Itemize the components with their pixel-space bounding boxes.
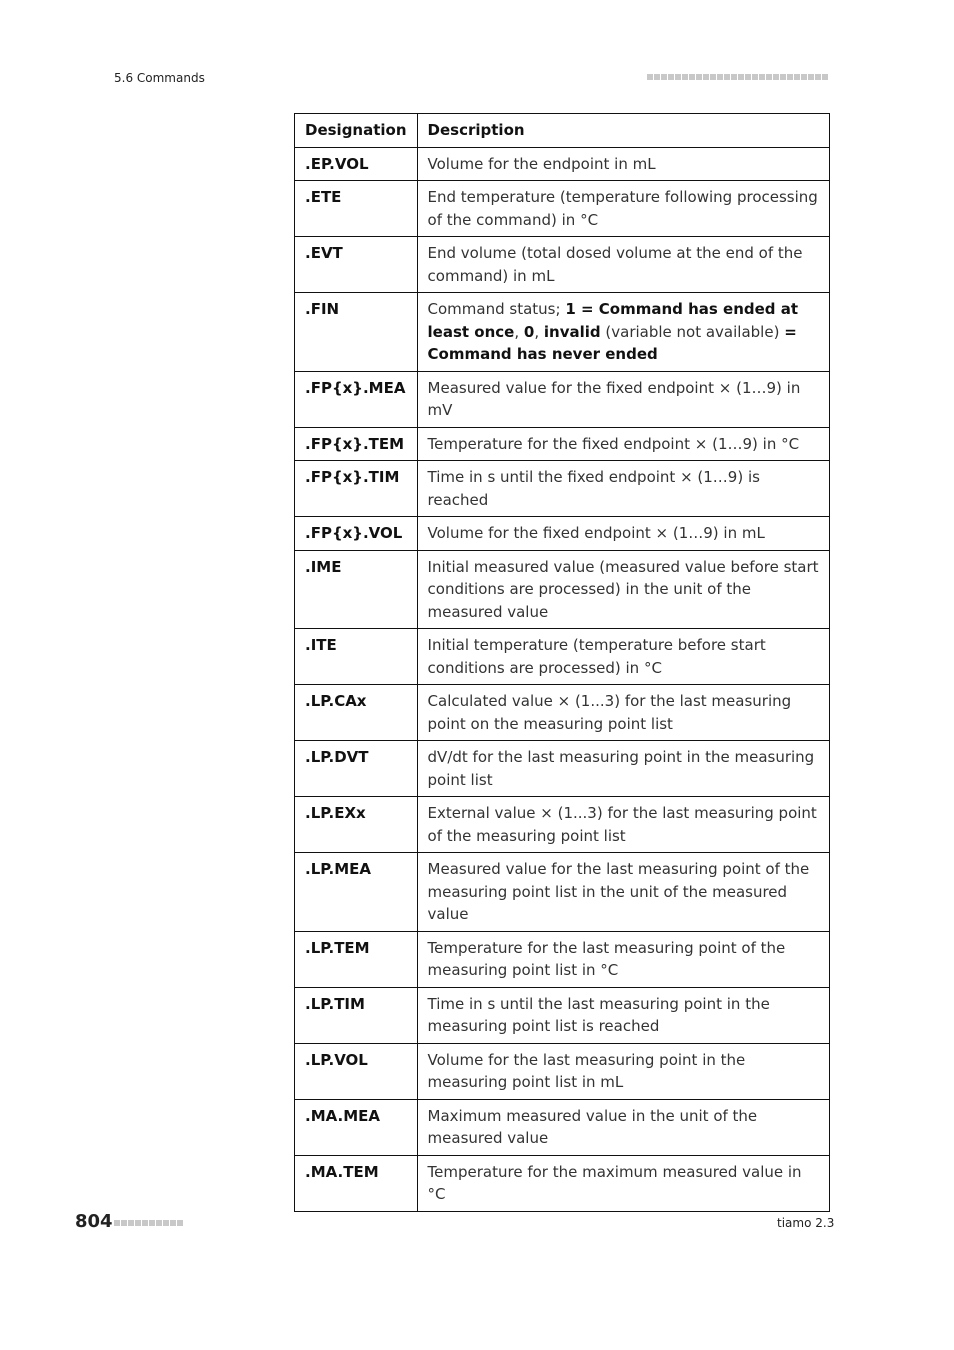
description-cell bbox=[417, 1043, 829, 1099]
header-dot-rule bbox=[647, 73, 828, 82]
table-row bbox=[295, 517, 830, 551]
description-text: Initial temperature (temperature before start conditions are processed) in °C bbox=[427, 636, 766, 677]
running-header-section: 5.6 Commands bbox=[114, 71, 205, 85]
description-text: Temperature for the maximum measured value in °C bbox=[427, 1162, 802, 1203]
rule-dot bbox=[114, 1220, 120, 1226]
description-cell bbox=[417, 797, 829, 853]
description-bold-text: = Command has never ended bbox=[427, 322, 797, 363]
rule-dot bbox=[717, 74, 723, 80]
description-text: Command status; bbox=[427, 300, 566, 318]
designation-cell: .EVT bbox=[295, 237, 418, 293]
description-bold-text: invalid bbox=[543, 322, 601, 341]
designation-cell: .EP.VOL bbox=[295, 147, 418, 181]
description-text: End temperature (temperature following processing of the command) in °C bbox=[427, 188, 818, 229]
rule-dot bbox=[815, 74, 821, 80]
table-row bbox=[295, 147, 830, 181]
rule-dot bbox=[703, 74, 709, 80]
rule-dot bbox=[731, 74, 737, 80]
designation-cell: .LP.CAx bbox=[295, 685, 418, 741]
description-cell bbox=[417, 461, 829, 517]
rule-dot bbox=[745, 74, 751, 80]
description-text: Measured value for the fixed endpoint × (1…9) in mV bbox=[427, 378, 801, 419]
designation-cell: .MA.TEM bbox=[295, 1155, 418, 1211]
rule-dot bbox=[689, 74, 695, 80]
table-row bbox=[295, 1099, 830, 1155]
description-text: Calculated value × (1...3) for the last measuring point on the measuring point list bbox=[427, 692, 792, 733]
column-header-designation: Designation bbox=[295, 114, 418, 148]
designation-cell: .LP.MEA bbox=[295, 853, 418, 932]
rule-dot bbox=[149, 1220, 155, 1226]
rule-dot bbox=[156, 1220, 162, 1226]
designation-cell: .IME bbox=[295, 550, 418, 629]
table-row bbox=[295, 181, 830, 237]
description-cell bbox=[417, 550, 829, 629]
table-row bbox=[295, 1043, 830, 1099]
rule-dot bbox=[121, 1220, 127, 1226]
table-row bbox=[295, 853, 830, 932]
designation-cell: .FP{x}.TEM bbox=[295, 427, 418, 461]
rule-dot bbox=[710, 74, 716, 80]
designation-cell: .MA.MEA bbox=[295, 1099, 418, 1155]
table-row bbox=[295, 1155, 830, 1211]
description-text: Initial measured value (measured value before start conditions are processed) in the unit of the measured value bbox=[427, 557, 819, 621]
description-cell bbox=[417, 741, 829, 797]
description-text: , bbox=[534, 322, 544, 341]
description-text: Time in s until the last measuring point in the measuring point list is reached bbox=[427, 994, 770, 1035]
description-text: Volume for the last measuring point in the measuring point list in mL bbox=[427, 1050, 746, 1091]
footer-dot-rule bbox=[114, 1219, 183, 1226]
rule-dot bbox=[170, 1220, 176, 1226]
table-row bbox=[295, 931, 830, 987]
description-text: (variable not available) bbox=[600, 322, 785, 341]
description-cell bbox=[417, 1155, 829, 1211]
table-row bbox=[295, 550, 830, 629]
table-row bbox=[295, 461, 830, 517]
description-cell bbox=[417, 853, 829, 932]
description-text: Volume for the endpoint in mL bbox=[427, 154, 656, 173]
table-row bbox=[295, 293, 830, 372]
table-row bbox=[295, 741, 830, 797]
description-cell bbox=[417, 371, 829, 427]
description-bold-text: 1 = Command has ended at least once bbox=[427, 300, 799, 341]
description-bold-text: 0 bbox=[523, 322, 535, 341]
table-row bbox=[295, 797, 830, 853]
description-text: Time in s until the fixed endpoint × (1…9) is reached bbox=[427, 468, 760, 509]
description-cell bbox=[417, 181, 829, 237]
footer-product-name: tiamo 2.3 bbox=[777, 1216, 835, 1230]
designation-cell: .FP{x}.MEA bbox=[295, 371, 418, 427]
designation-cell: .LP.TIM bbox=[295, 987, 418, 1043]
description-cell bbox=[417, 293, 829, 372]
rule-dot bbox=[752, 74, 758, 80]
table-row bbox=[295, 629, 830, 685]
rule-dot bbox=[780, 74, 786, 80]
commands-variable-table bbox=[294, 113, 830, 1212]
table-row bbox=[295, 237, 830, 293]
designation-cell: .FP{x}.TIM bbox=[295, 461, 418, 517]
table-row bbox=[295, 685, 830, 741]
column-header-description: Description bbox=[417, 114, 829, 148]
description-text: External value × (1...3) for the last measuring point of the measuring point list bbox=[427, 804, 817, 845]
rule-dot bbox=[822, 74, 828, 80]
description-text: , bbox=[514, 322, 524, 341]
rule-dot bbox=[135, 1220, 141, 1226]
table-row bbox=[295, 427, 830, 461]
rule-dot bbox=[787, 74, 793, 80]
rule-dot bbox=[177, 1220, 183, 1226]
description-text: Measured value for the last measuring point of the measuring point list in the unit of the measured value bbox=[427, 860, 810, 923]
description-text: Volume for the fixed endpoint × (1…9) in mL bbox=[427, 524, 765, 542]
designation-cell: .ITE bbox=[295, 629, 418, 685]
designation-cell: .LP.TEM bbox=[295, 931, 418, 987]
designation-cell: .FIN bbox=[295, 293, 418, 372]
description-text: Maximum measured value in the unit of the measured value bbox=[427, 1106, 758, 1147]
rule-dot bbox=[142, 1220, 148, 1226]
rule-dot bbox=[647, 74, 653, 80]
rule-dot bbox=[773, 74, 779, 80]
table-row bbox=[295, 987, 830, 1043]
rule-dot bbox=[724, 74, 730, 80]
description-text: Temperature for the fixed endpoint × (1…9) in °C bbox=[427, 434, 800, 453]
rule-dot bbox=[163, 1220, 169, 1226]
rule-dot bbox=[696, 74, 702, 80]
rule-dot bbox=[759, 74, 765, 80]
description-text: End volume (total dosed volume at the end of the command) in mL bbox=[427, 244, 803, 285]
description-cell bbox=[417, 427, 829, 461]
rule-dot bbox=[668, 74, 674, 80]
rule-dot bbox=[766, 74, 772, 80]
table-row bbox=[295, 371, 830, 427]
page-number: 804 bbox=[75, 1211, 113, 1232]
rule-dot bbox=[128, 1220, 134, 1226]
description-cell bbox=[417, 629, 829, 685]
description-cell bbox=[417, 147, 829, 181]
rule-dot bbox=[738, 74, 744, 80]
rule-dot bbox=[661, 74, 667, 80]
designation-cell: .FP{x}.VOL bbox=[295, 517, 418, 551]
description-cell bbox=[417, 931, 829, 987]
rule-dot bbox=[654, 74, 660, 80]
description-cell bbox=[417, 517, 829, 551]
designation-cell: .LP.DVT bbox=[295, 741, 418, 797]
designation-cell: .LP.VOL bbox=[295, 1043, 418, 1099]
rule-dot bbox=[801, 74, 807, 80]
description-text: dV/dt for the last measuring point in the measuring point list bbox=[427, 748, 815, 789]
description-cell bbox=[417, 1099, 829, 1155]
description-text: Temperature for the last measuring point of the measuring point list in °C bbox=[427, 938, 786, 979]
rule-dot bbox=[808, 74, 814, 80]
description-cell bbox=[417, 987, 829, 1043]
table-header-row bbox=[295, 114, 830, 148]
description-cell bbox=[417, 685, 829, 741]
description-cell bbox=[417, 237, 829, 293]
designation-cell: .LP.EXx bbox=[295, 797, 418, 853]
rule-dot bbox=[675, 74, 681, 80]
designation-cell: .ETE bbox=[295, 181, 418, 237]
rule-dot bbox=[794, 74, 800, 80]
rule-dot bbox=[682, 74, 688, 80]
